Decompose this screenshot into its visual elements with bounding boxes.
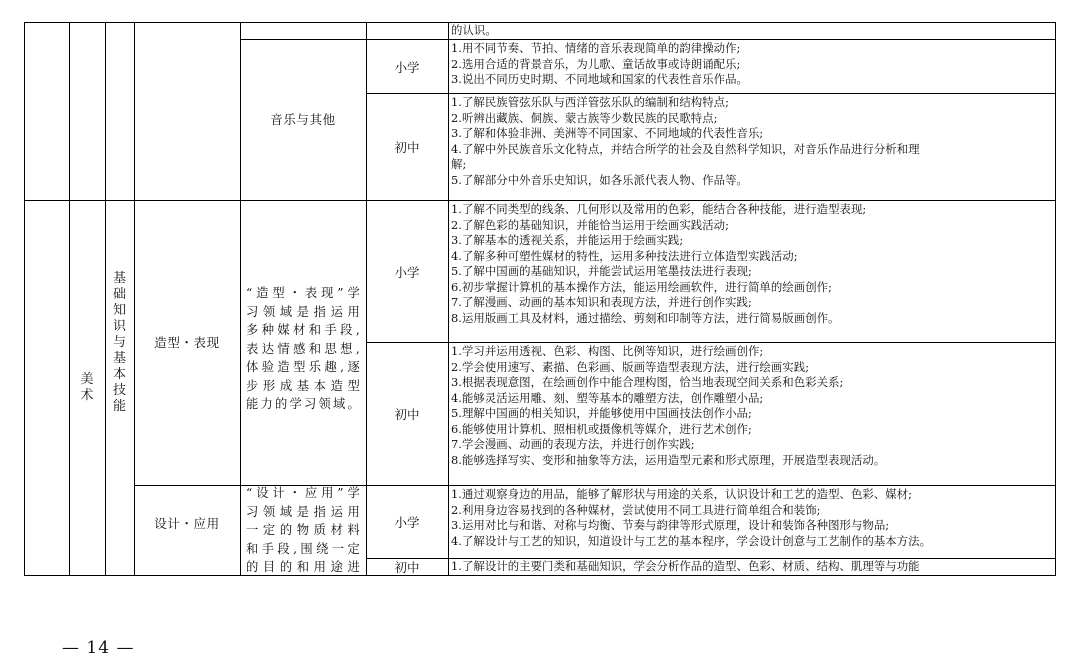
area-char: 技 [112,383,126,398]
description-line: 习领域是指运用 [246,304,360,319]
description-line: 体验造型乐趣,逐 [246,360,360,375]
rule-music-mid [366,93,1055,94]
list-item: 6.初步掌握计算机的基本操作方法，能运用绘画软件，进行简单的绘画创作; [451,279,832,294]
description-line: “设计・应用”学 [246,486,360,500]
shape-primary-items [451,202,1054,326]
list-item: 的认识。 [451,23,497,37]
list-item: 1.学习并运用透视、色彩、构图、比例等知识，进行绘画创作; [451,344,764,358]
shape-primary-level: 小学 [394,264,420,280]
music-junior-level: 初中 [394,140,420,155]
curriculum-table [24,22,1056,578]
list-item: 3.根据表现意图，在绘画创作中能合理构图，恰当地表现空间关系和色彩关系; [451,375,844,390]
list-item: 5.了解中国画的基础知识，并能尝试运用笔墨技法进行表现; [451,264,752,279]
list-item: 5.了解部分中外音乐史知识，如各乐派代表人物、作品等。 [451,172,748,187]
list-item: 2.选用合适的背景音乐，为儿歌、童话故事或诗朗诵配乐; [451,56,741,71]
description-line: 一定的物质材料 [246,523,360,537]
shape-junior-level: 初中 [394,407,420,422]
area-char: 与 [112,335,126,350]
design-primary-items [451,487,1054,549]
design-junior-items [451,559,1054,575]
list-item: 3.了解和体验非洲、美洲等不同国家、不同地域的代表性音乐; [451,126,764,141]
list-item: 1.了解民族管弦乐队与西洋管弦乐队的编制和结构特点; [451,95,729,109]
list-item: 1.了解设计的主要门类和基础知识，学会分析作品的造型、色彩、材质、结构、肌理等与功能 [451,559,920,573]
music-primary-level: 小学 [394,59,420,75]
area-char: 能 [112,399,126,414]
description-line: 表达情感和思想, [246,341,360,356]
description-line: 的目的和用途进 [246,560,360,574]
shape-label: 造型・表现 [154,335,220,351]
music-junior-items [451,95,1054,188]
list-item: 2.利用身边容易找到的各种媒材，尝试使用不同工具进行简单组合和装饰; [451,502,821,517]
description-line: 能力的学习领域。 [246,397,360,412]
shape-description [246,201,360,485]
list-item: 3.运用对比与和谐、对称与均衡、节奏与韵律等形式原理，设计和装饰各种图形与物品; [451,518,890,533]
list-item: 8.能够选择写实、变形和抽象等方法，运用造型元素和形式原理，开展造型表现活动。 [451,452,886,467]
list-item: 6.能够使用计算机、照相机或摄像机等媒介，进行艺术创作; [451,421,752,436]
list-item: 2.了解色彩的基础知识，并能恰当运用于绘画实践活动; [451,217,729,232]
design-primary-level: 小学 [394,515,420,530]
area-char: 基 [112,351,126,366]
design-label: 设计・应用 [154,515,220,531]
list-item: 1.了解不同类型的线条、几何形以及常用的色彩，能结合各种技能，进行造型表现; [451,202,867,216]
subject-cell [69,201,105,575]
shape-description-text [246,284,360,414]
list-item: 7.学会漫画、动画的表现方法，并进行创作实践; [451,437,695,452]
rule-bottom [24,575,1055,576]
design-junior-level: 初中 [394,560,420,575]
area-label [113,271,126,415]
list-item: 4.了解设计与工艺的知识，知道设计与工艺的基本程序，学会设计创意与工艺制作的基本方法。 [451,533,932,548]
list-item: 5.理解中国画的相关知识，并能够使用中国画技法创作小品; [451,406,752,421]
list-item: 1.通过观察身边的用品，能够了解形状与用途的关系，认识设计和工艺的造型、色彩、媒材; [451,487,913,501]
list-item: 2.听辨出藏族、侗族、蒙古族等少数民族的民歌特点; [451,110,718,125]
area-char: 本 [112,367,126,382]
area-char: 础 [112,287,126,302]
description-line: 习领域是指运用 [246,504,360,519]
list-item: 4.了解中外民族音乐文化特点，并结合所学的社会及自然科学知识，对音乐作品进行分析和理 [451,141,920,156]
list-item: 2.学会使用速写、素描、色彩画、版画等造型表现方法，进行绘画实践; [451,359,810,374]
list-item: 4.能够灵活运用雕、刻、塑等基本的雕塑方法，创作雕塑小品; [451,390,764,405]
list-item: 4.了解多种可塑性媒材的特性，运用多种技法进行立体造型实践活动; [451,248,798,263]
subject-label [80,372,93,404]
description-line: 步形成基本造型 [246,378,360,393]
description-line: 多种媒材和手段, [246,323,360,338]
design-description-text [246,484,360,576]
description-line: “造型・表现”学 [246,286,360,301]
area-char: 知 [112,303,126,318]
music-primary-items [451,41,1054,88]
list-item: 1.用不同节奏、节拍、情绪的音乐表现简单的韵律操动作; [451,41,741,55]
col-rule-6 [448,22,449,576]
area-char: 识 [112,319,126,334]
subject-char: 美 [80,372,94,387]
list-item: 3.了解基本的透视关系，并能运用于绘画实践; [451,233,684,248]
list-item: 解; [451,157,467,172]
area-cell [105,201,134,485]
col-rule-7 [1055,22,1056,576]
shape-junior-items [451,344,1054,468]
top-row-items [451,23,1054,39]
music-other-label: 音乐与其他 [270,112,336,128]
list-item: 3.说出不同历史时期、不同地域和国家的代表性音乐作品。 [451,72,748,87]
rule-shape-mid [366,342,1055,343]
page-number: — 14 — [62,638,135,658]
area-char: 基 [112,271,126,286]
subject-char: 术 [80,388,94,403]
description-line: 和手段,围绕一定 [246,541,360,556]
list-item: 8.运用版画工具及材料，通过描绘、剪刻和印制等方法，进行简易版画创作。 [451,310,840,325]
design-description [246,484,360,576]
col-rule-0 [24,22,25,576]
list-item: 7.了解漫画、动画的基本知识和表现方法，并进行创作实践; [451,295,752,310]
